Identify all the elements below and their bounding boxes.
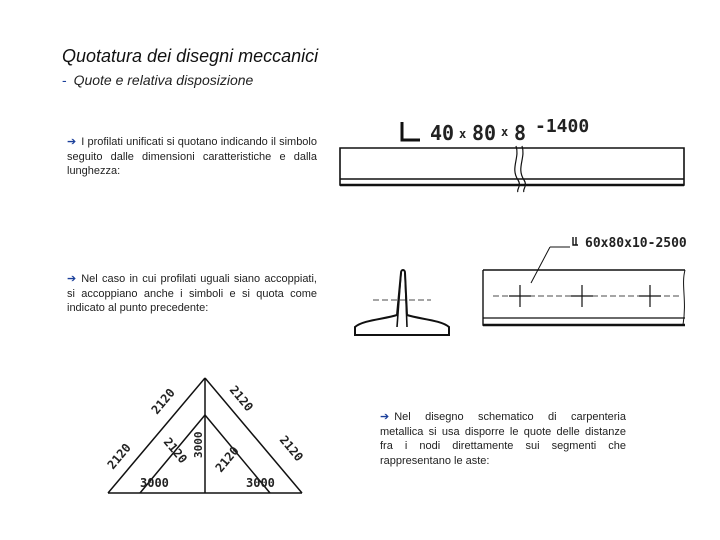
truss-diag-top-left: 2120	[148, 385, 178, 417]
truss-vertical: 3000	[192, 431, 205, 458]
truss-bottom-right: 3000	[246, 476, 275, 490]
subtitle-dash: -	[62, 72, 67, 88]
arrow-right-icon: ➔	[67, 136, 77, 148]
truss-diag-right-inner: 2120	[212, 443, 242, 475]
coupled-symbol	[573, 237, 578, 245]
angle-dim-1: 40	[430, 121, 455, 145]
angle-length: -1400	[535, 116, 590, 137]
truss-diag-left-inner: 2120	[160, 434, 191, 467]
truss-bottom-left: 3000	[140, 476, 169, 490]
coupled-profiles-drawing	[345, 225, 695, 345]
paragraph-truss-dimensions	[380, 410, 626, 468]
slide-subtitle	[62, 72, 253, 88]
angle-dim-3: 8	[514, 121, 527, 145]
angle-times-2: x	[501, 125, 509, 139]
paragraph-text: Nel caso in cui profilati uguali siano accoppiati, si accoppiano anche i simboli e si quota come indicato al punto precedente:	[67, 273, 317, 314]
truss-drawing	[105, 370, 325, 500]
truss-diag-top-right: 2120	[226, 382, 257, 415]
coupled-section	[355, 270, 449, 335]
subtitle-text: Quote e relativa disposizione	[73, 72, 254, 88]
truss-diag-left-outer: 2120	[104, 440, 134, 472]
angle-profile-drawing	[330, 110, 690, 210]
paragraph-coupled-profiles	[67, 272, 317, 316]
slide-title: Quotatura dei disegni meccanici	[62, 46, 319, 66]
angle-dim-2: 80	[472, 121, 497, 145]
truss-diag-right-outer: 2120	[276, 432, 307, 465]
arrow-right-icon: ➔	[67, 273, 77, 285]
paragraph-text: I profilati unificati si quotano indicando il simbolo seguito dalle dimensioni caratteristiche e dalla lunghezza:	[67, 136, 317, 177]
paragraph-unified-profiles	[67, 135, 317, 179]
angle-symbol	[402, 122, 420, 140]
arrow-right-icon: ➔	[380, 411, 390, 423]
coupled-label: 60x80x10-2500	[585, 236, 687, 251]
paragraph-text: Nel disegno schematico di carpenteria metallica si usa disporre le quote delle distanze fra i nodi direttamente sui segmenti che rappresentano le aste:	[380, 411, 626, 467]
angle-times-1: x	[459, 127, 467, 141]
